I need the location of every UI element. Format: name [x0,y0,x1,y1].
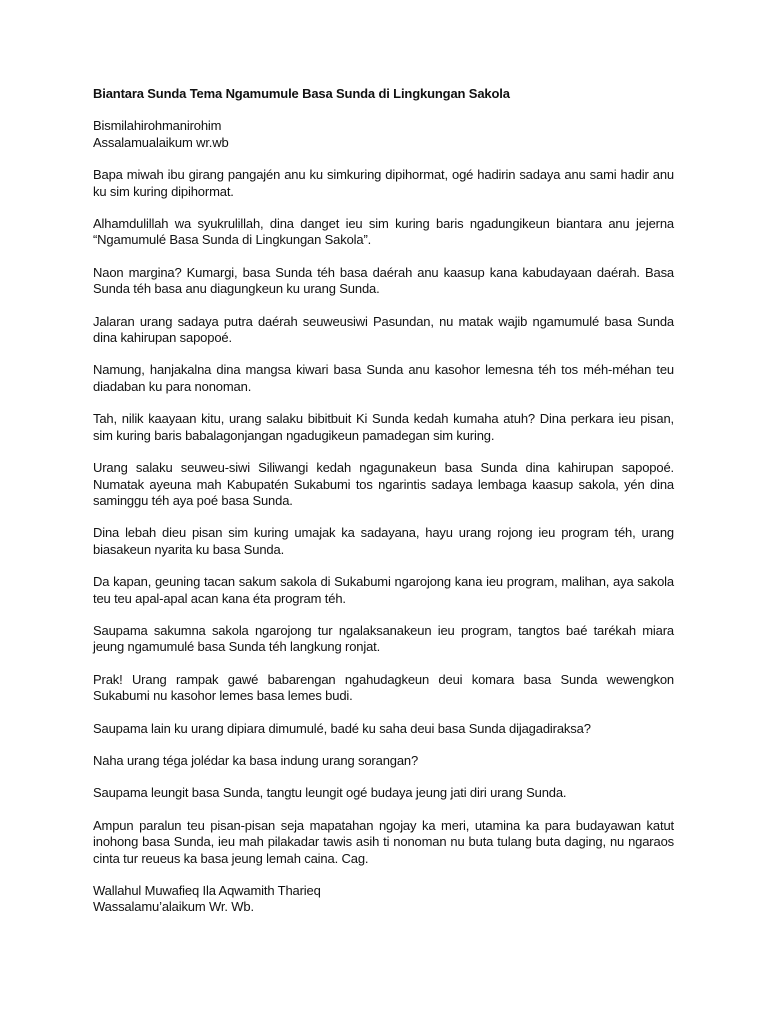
paragraph-12: Saupama lain ku urang dipiara dimumulé, badé ku saha deui basa Sunda dijagadiraksa? [93,720,591,736]
document-title: Biantara Sunda Tema Ngamumule Basa Sunda di Lingkungan Sakola [93,86,510,101]
closing-greeting [93,883,674,916]
paragraph-7: Urang salaku seuweu-siwi Siliwangi kedah ngagunakeun basa Sunda dina kahirupan sapopoé. Numatak ayeuna mah Kabupatén Sukabumi tos ngarintis sadaya lembaga kaasup sakola, yén dina saminggu téh aya poé basa Sunda. [93,460,674,508]
paragraph-11: Prak! Urang rampak gawé babarengan ngahudagkeun deui komara basa Sunda wewengkon Sukabumi nu kasohor lemes basa lemes budi. [93,671,674,704]
closing-line-2: Wassalamu’alaikum Wr. Wb. [93,899,254,915]
paragraph-1: Bapa miwah ibu girang pangajén anu ku simkuring dipihormat, ogé hadirin sadaya anu sami hadir anu ku sim kuring dipihormat. [93,167,674,199]
paragraph-15: Ampun paralun teu pisan-pisan seja mapatahan ngojay ka meri, utamina ka para budayawan katut inohong basa Sunda, ieu mah pilakadar tawis asih ti nonoman nu buta tulang buta daging, nu ngaraos cinta tur reueus ka basa jeung lemah caina. Cag. [93,817,674,866]
paragraph-3: Naon margina? Kumargi, basa Sunda téh basa daérah anu kaasup kana kabudayaan daérah. Basa Sunda téh basa anu diagungkeun ku urang Sunda. [93,264,674,297]
paragraph-4: Jalaran urang sadaya putra daérah seuweusiwi Pasundan, nu matak wajib ngamumulé basa Sunda dina kahirupan sapopoé. [93,313,674,346]
paragraph-2: Alhamdulillah wa syukrulillah, dina danget ieu sim kuring baris ngadungikeun biantara anu jejerna “Ngamumulé Basa Sunda di Lingkungan Sakola”. [93,216,674,248]
paragraph-5: Namung, hanjakalna dina mangsa kiwari basa Sunda anu kasohor lemesna téh tos méh-méhan teu diadaban ku para nonoman. [93,362,674,394]
closing-line-1: Wallahul Muwafieq Ila Aqwamith Tharieq [93,883,321,898]
paragraph-13: Naha urang téga jolédar ka basa indung urang sorangan? [93,752,419,768]
paragraph-14: Saupama leungit basa Sunda, tangtu leungit ogé budaya jeung jati diri urang Sunda. [93,785,567,801]
opening-greeting [93,118,674,151]
paragraph-10: Saupama sakumna sakola ngarojong tur ngalaksanakeun ieu program, tangtos baé tarékah miara jeung ngamumulé basa Sunda téh langkung ronjat. [93,622,674,655]
paragraph-9: Da kapan, geuning tacan sakum sakola di Sukabumi ngarojong kana ieu program, malihan, aya sakola teu teu apal-apal acan kana éta program téh. [93,574,674,606]
opening-line-2: Assalamualaikum wr.wb [93,134,229,150]
paragraph-8: Dina lebah dieu pisan sim kuring umajak ka sadayana, hayu urang rojong ieu program téh, urang biasakeun nyarita ku basa Sunda. [93,525,674,557]
paragraph-6: Tah, nilik kaayaan kitu, urang salaku bibitbuit Ki Sunda kedah kumaha atuh? Dina perkara ieu pisan, sim kuring baris babalagonjangan ngadugikeun pamadegan sim kuring. [93,411,674,443]
opening-line-1: Bismilahirohmanirohim [93,118,222,134]
document-page [93,86,674,932]
